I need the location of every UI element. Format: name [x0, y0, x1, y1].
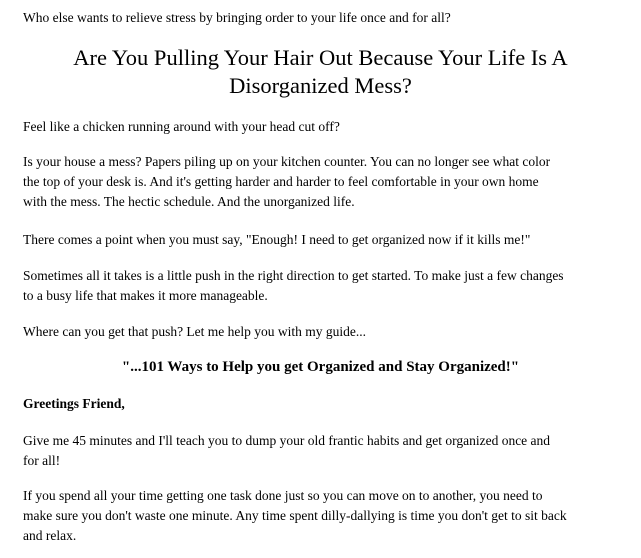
- paragraph-enough: There comes a point when you must say, "Enough! I need to get organized now if it kills me!": [23, 232, 531, 247]
- intro-text: Who else wants to relieve stress by bringing order to your life once and for all?: [23, 10, 451, 25]
- headline-line-1: Are You Pulling Your Hair Out Because Your Life Is A: [73, 45, 568, 70]
- paragraph-45-minutes-line-1: Give me 45 minutes and I'll teach you to dump your old frantic habits and get organized once and: [23, 433, 551, 448]
- paragraph-time-line-1: If you spend all your time getting one task done just so you can move on to another, you need to: [23, 488, 543, 503]
- headline-line-2: Disorganized Mess?: [229, 73, 412, 98]
- paragraph-time-line-2: make sure you don't waste one minute. Any time spent dilly-dallying is time you don't get to sit back: [23, 508, 567, 523]
- paragraph-guide: Where can you get that push? Let me help you with my guide...: [23, 324, 367, 339]
- paragraph-push-line-2: to a busy life that makes it more manageable.: [23, 288, 268, 303]
- paragraph-chicken: Feel like a chicken running around with your head cut off?: [23, 119, 340, 134]
- paragraph-time-line-3: and relax.: [23, 528, 77, 543]
- paragraph-house-mess-line-1: Is your house a mess? Papers piling up on your kitchen counter. You can no longer see what color: [23, 154, 551, 169]
- greeting: Greetings Friend,: [23, 396, 125, 411]
- paragraph-45-minutes-line-2: for all!: [23, 453, 61, 468]
- paragraph-push-line-1: Sometimes all it takes is a little push in the right direction to get started. To make just a few changes: [23, 268, 564, 283]
- guide-title: "...101 Ways to Help you get Organized and Stay Organized!": [121, 359, 520, 375]
- paragraph-house-mess-line-2: the top of your desk is. And it's getting harder and harder to feel comfortable in your own home: [23, 174, 539, 189]
- paragraph-house-mess-line-3: with the mess. The hectic schedule. And the unorganized life.: [23, 194, 355, 209]
